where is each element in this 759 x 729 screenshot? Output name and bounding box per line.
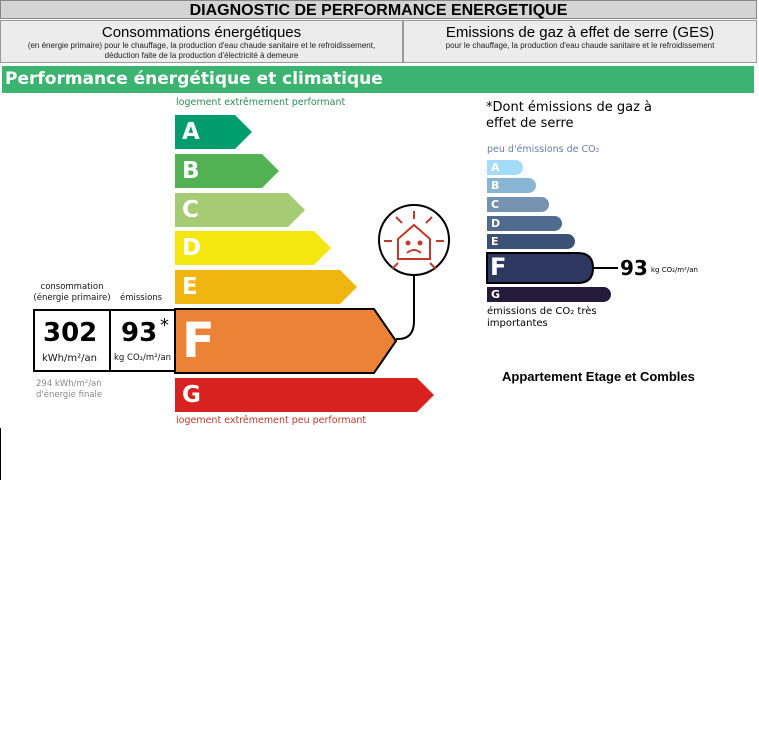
ges-bar-e bbox=[487, 234, 499, 249]
dpe-bottom-caption: logement extrêmement peu performant bbox=[176, 415, 367, 426]
dpe-class-label: C bbox=[182, 197, 199, 223]
ges-value: 93 bbox=[620, 256, 648, 280]
dpe-bar-d bbox=[175, 231, 201, 265]
section-title: Performance énergétique et climatique bbox=[2, 66, 754, 93]
ges-class-label: C bbox=[491, 198, 500, 211]
final-energy-note: 294 kWh/m²/an d'énergie finale bbox=[36, 379, 103, 400]
dpe-class-label: A bbox=[182, 119, 200, 145]
ges-bar-b bbox=[487, 178, 499, 193]
ges-class-label: A bbox=[491, 161, 500, 174]
left-border bbox=[0, 428, 1, 480]
ges-header bbox=[403, 20, 757, 63]
ges-note: *Dont émissions de gaz à effet de serre bbox=[486, 100, 652, 131]
ges-class-label: G bbox=[491, 288, 501, 301]
consumption-title: Consommations énergétiques bbox=[101, 24, 302, 41]
dpe-bar-b bbox=[175, 154, 200, 188]
ges-bar-d bbox=[487, 216, 500, 231]
dpe-top-caption: logement extrêmement performant bbox=[176, 97, 346, 108]
consumption-value: 302 bbox=[43, 318, 98, 348]
consumption-label: consommation (énergie primaire) bbox=[33, 282, 111, 303]
dpe-bar-a bbox=[175, 115, 200, 149]
emissions-value: 93 bbox=[121, 318, 158, 348]
ges-bottom-caption: émissions de CO₂ très importantes bbox=[487, 306, 597, 329]
dpe-class-label: E bbox=[182, 274, 198, 300]
consumption-unit: kWh/m²/an bbox=[42, 353, 97, 364]
dpe-bar-e bbox=[175, 270, 198, 304]
ges-class-label: E bbox=[491, 235, 499, 248]
dpe-class-label: G bbox=[182, 382, 201, 408]
ges-class-label: D bbox=[491, 217, 501, 230]
ges-class-label: B bbox=[491, 179, 500, 192]
emissions-star: * bbox=[160, 315, 169, 336]
ges-bar-c bbox=[487, 197, 499, 212]
dpe-class-label: B bbox=[182, 158, 200, 184]
page-title: DIAGNOSTIC DE PERFORMANCE ENERGETIQUE bbox=[0, 0, 757, 19]
dpe-bar-g bbox=[175, 378, 201, 412]
ges-unit: kg CO₂/m²/an bbox=[651, 266, 698, 274]
ges-current-class: F bbox=[490, 253, 507, 281]
dpe-current-class: F bbox=[182, 313, 215, 369]
property-label: Appartement Etage et Combles bbox=[502, 369, 695, 384]
dpe-class-label: D bbox=[182, 235, 202, 261]
ges-bar-g bbox=[487, 287, 500, 302]
ges-bar-a bbox=[487, 160, 500, 175]
emissions-label: émissions bbox=[120, 293, 163, 303]
consumption-header bbox=[0, 20, 403, 63]
dpe-bar-c bbox=[175, 193, 199, 227]
ges-top-caption: peu d'émissions de CO₂ bbox=[487, 144, 600, 155]
sad-house-heat-icon bbox=[376, 203, 456, 345]
dpe-value-box bbox=[33, 309, 176, 372]
consumption-subtitle: (en énergie primaire) pour le chauffage, la production d'eau chaude sanitaire et le refroidissement, déduction faite de la production d'électricité à demeure bbox=[27, 41, 376, 60]
emissions-unit: kg CO₂/m²/an bbox=[114, 353, 172, 363]
ges-title: Emissions de gaz à effet de serre (GES) bbox=[445, 24, 715, 41]
ges-subtitle: pour le chauffage, la production d'eau chaude sanitaire et le refroidissement bbox=[445, 41, 715, 50]
